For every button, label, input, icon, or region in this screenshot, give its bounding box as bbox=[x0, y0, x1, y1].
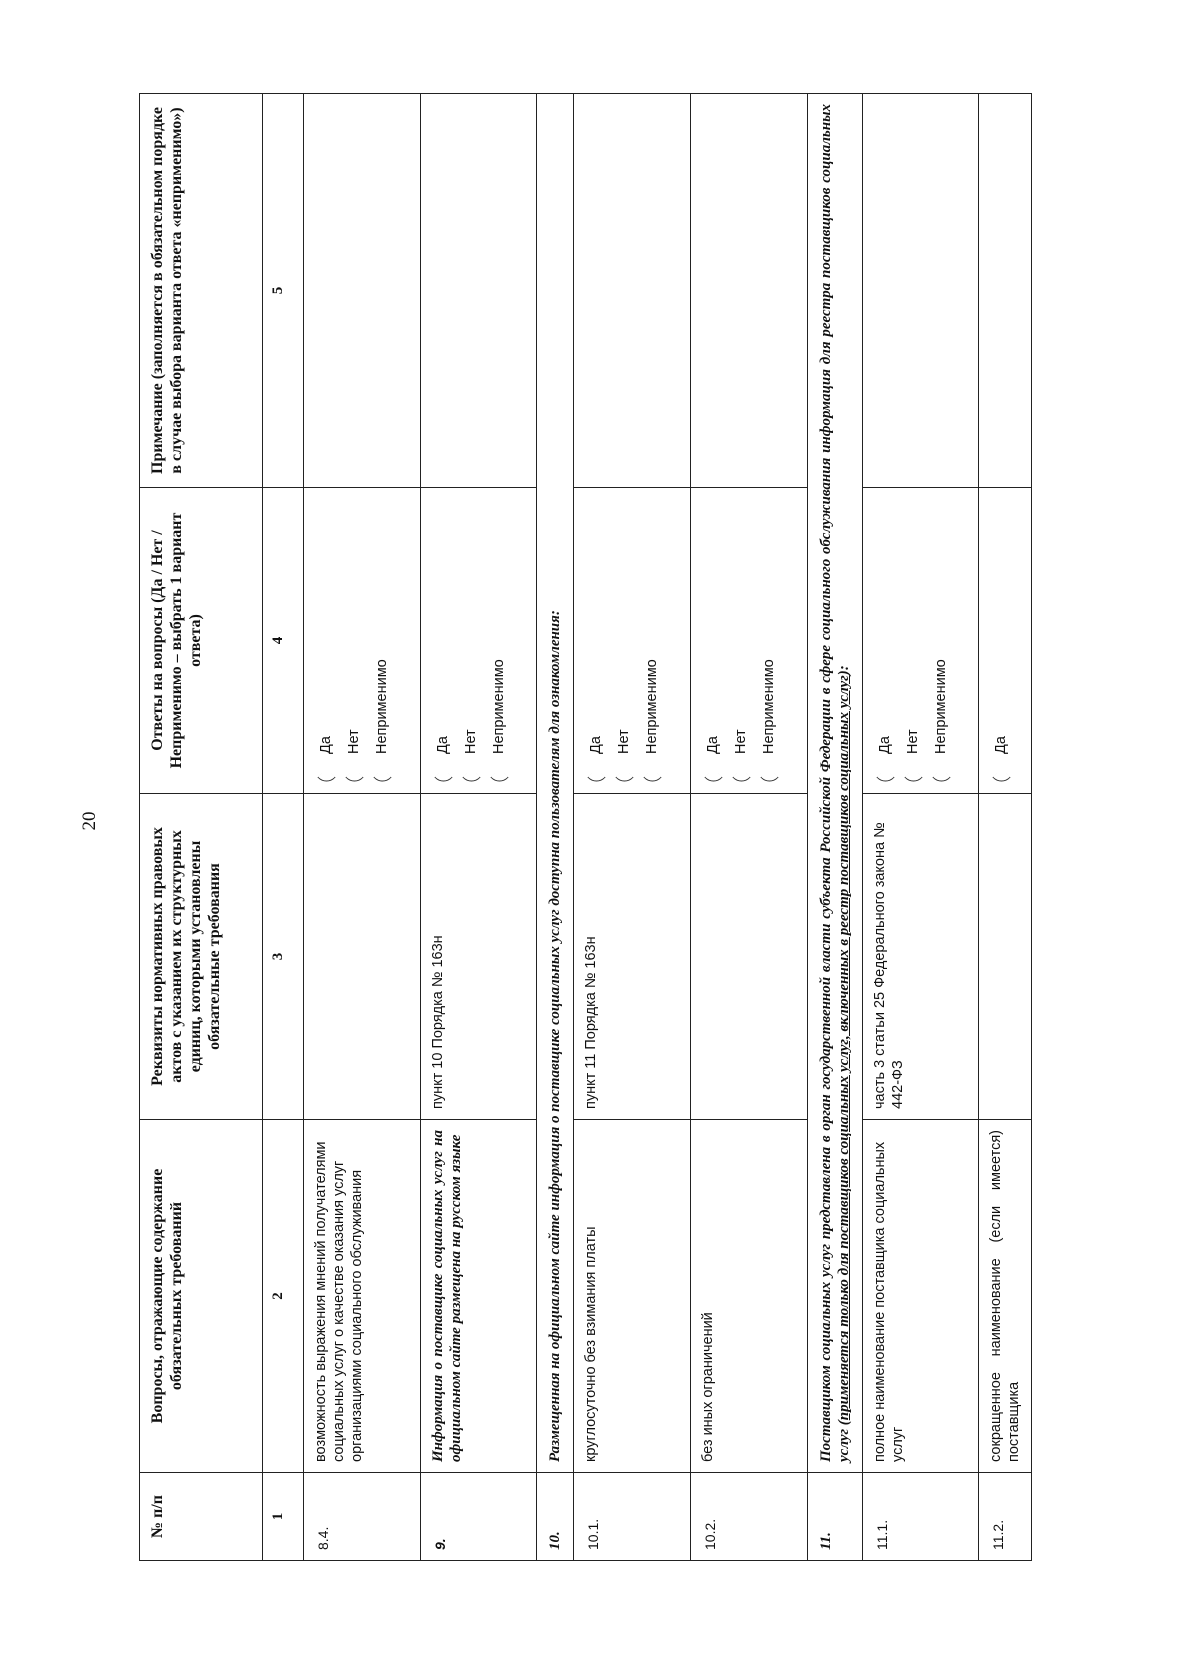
header-row bbox=[140, 94, 263, 1561]
row-note[interactable] bbox=[421, 94, 537, 488]
option-not-applicable[interactable] bbox=[368, 498, 396, 783]
option-label: Неприменимо bbox=[933, 659, 949, 754]
radio-icon[interactable] bbox=[760, 768, 778, 786]
section-text bbox=[808, 94, 863, 1473]
radio-icon[interactable] bbox=[490, 768, 508, 786]
row-question: круглосуточно без взимания платы bbox=[574, 1120, 691, 1473]
answer-options bbox=[429, 498, 513, 783]
option-yes[interactable] bbox=[987, 498, 1015, 783]
section-text-part: ): bbox=[836, 665, 852, 676]
row-note[interactable] bbox=[691, 94, 808, 488]
row-question: возможность выражения мнений получателями социальных услуг о качестве оказания услуг организациями социального обслуживания bbox=[304, 1120, 421, 1473]
option-not-applicable[interactable] bbox=[638, 498, 666, 783]
option-yes[interactable] bbox=[699, 498, 727, 783]
header-question: Вопросы, отражающие содержание обязательных требований bbox=[140, 1120, 263, 1473]
table-row bbox=[574, 94, 691, 1561]
answer-cell bbox=[863, 488, 979, 794]
page-number: 20 bbox=[79, 811, 100, 831]
section-text-part: Поставщиком социальных услуг представлена в орган государственной власти субъекта Российской Федерации в сфере социального обслуживания информация для реестра поставщиков социальных услуг ( bbox=[818, 104, 852, 1462]
col-num-5: 5 bbox=[263, 94, 304, 488]
option-no[interactable] bbox=[727, 498, 755, 783]
option-label: Неприменимо bbox=[644, 659, 660, 754]
row-number: 11.2. bbox=[979, 1473, 1032, 1561]
section-text-underlined: применяется только для поставщиков социальных услуг, включенных в реестр поставщиков социальных услуг bbox=[836, 675, 852, 1421]
radio-icon[interactable] bbox=[615, 768, 633, 786]
answer-cell bbox=[691, 488, 808, 794]
radio-icon[interactable] bbox=[992, 768, 1010, 786]
row-note[interactable] bbox=[574, 94, 691, 488]
row-question: сокращенное наименование (если имеется) поставщика bbox=[979, 1120, 1032, 1473]
option-not-applicable[interactable] bbox=[485, 498, 513, 783]
option-label: Да bbox=[318, 736, 334, 754]
header-num: № п/п bbox=[140, 1473, 263, 1561]
option-not-applicable[interactable] bbox=[927, 498, 955, 783]
row-number: 11.1. bbox=[863, 1473, 979, 1561]
option-yes[interactable] bbox=[871, 498, 899, 783]
option-label: Неприменимо bbox=[491, 659, 507, 754]
option-yes[interactable] bbox=[429, 498, 457, 783]
answer-options bbox=[871, 498, 955, 783]
option-label: Нет bbox=[905, 729, 921, 754]
row-reference bbox=[691, 794, 808, 1120]
radio-icon[interactable] bbox=[643, 768, 661, 786]
radio-icon[interactable] bbox=[704, 768, 722, 786]
requirements-table bbox=[139, 93, 1032, 1561]
option-label: Нет bbox=[346, 729, 362, 754]
radio-icon[interactable] bbox=[434, 768, 452, 786]
section-number: 10. bbox=[537, 1473, 574, 1561]
row-number: 10.2. bbox=[691, 1473, 808, 1561]
option-label: Неприменимо bbox=[374, 659, 390, 754]
option-label: Нет bbox=[616, 729, 632, 754]
option-not-applicable[interactable] bbox=[755, 498, 783, 783]
rotated-page-content bbox=[139, 94, 1151, 1561]
answer-options bbox=[699, 498, 783, 783]
option-label: Нет bbox=[733, 729, 749, 754]
radio-icon[interactable] bbox=[345, 768, 363, 786]
section-number: 11. bbox=[808, 1473, 863, 1561]
table-row bbox=[304, 94, 421, 1561]
row-question: без иных ограничений bbox=[691, 1120, 808, 1473]
option-no[interactable] bbox=[457, 498, 485, 783]
radio-icon[interactable] bbox=[373, 768, 391, 786]
option-label: Да bbox=[588, 736, 604, 754]
header-note: Примечание (заполняется в обязательном порядке в случае выбора варианта ответа «неприменимо») bbox=[140, 94, 263, 488]
option-label: Да bbox=[705, 736, 721, 754]
radio-icon[interactable] bbox=[904, 768, 922, 786]
col-num-2: 2 bbox=[263, 1120, 304, 1473]
option-no[interactable] bbox=[340, 498, 368, 783]
row-reference: пункт 11 Порядка № 163н bbox=[574, 794, 691, 1120]
row-note[interactable] bbox=[304, 94, 421, 488]
option-yes[interactable] bbox=[312, 498, 340, 783]
answer-cell bbox=[574, 488, 691, 794]
radio-icon[interactable] bbox=[587, 768, 605, 786]
section-text: Размещенная на официальном сайте информация о поставщике социальных услуг доступна пользователям для ознакомления: bbox=[537, 94, 574, 1473]
section-row bbox=[808, 94, 863, 1561]
option-no[interactable] bbox=[610, 498, 638, 783]
answer-cell bbox=[421, 488, 537, 794]
option-label: Да bbox=[435, 736, 451, 754]
answer-options bbox=[582, 498, 666, 783]
table-row bbox=[979, 94, 1032, 1561]
header-answer: Ответы на вопросы (Да / Нет / Неприменимо – выбрать 1 вариант ответа) bbox=[140, 488, 263, 794]
option-label: Да bbox=[993, 736, 1009, 754]
row-number: 10.1. bbox=[574, 1473, 691, 1561]
row-reference: часть 3 статьи 25 Федерального закона № 442-ФЗ bbox=[863, 794, 979, 1120]
option-label: Неприменимо bbox=[761, 659, 777, 754]
col-num-1: 1 bbox=[263, 1473, 304, 1561]
option-label: Да bbox=[877, 736, 893, 754]
col-num-4: 4 bbox=[263, 488, 304, 794]
row-note[interactable] bbox=[979, 94, 1032, 488]
radio-icon[interactable] bbox=[732, 768, 750, 786]
section-row bbox=[537, 94, 574, 1561]
row-question: полное наименование поставщика социальных услуг bbox=[863, 1120, 979, 1473]
radio-icon[interactable] bbox=[462, 768, 480, 786]
table-row bbox=[421, 94, 537, 1561]
answer-options bbox=[987, 498, 1015, 783]
table-row bbox=[691, 94, 808, 1561]
row-reference bbox=[979, 794, 1032, 1120]
column-numbers-row bbox=[263, 94, 304, 1561]
answer-cell bbox=[304, 488, 421, 794]
radio-icon[interactable] bbox=[317, 768, 335, 786]
option-label: Нет bbox=[463, 729, 479, 754]
row-reference bbox=[304, 794, 421, 1120]
row-question: Информация о поставщике социальных услуг на официальном сайте размещена на русском языке bbox=[421, 1120, 537, 1473]
col-num-3: 3 bbox=[263, 794, 304, 1120]
row-note[interactable] bbox=[863, 94, 979, 488]
row-reference: пункт 10 Порядка № 163н bbox=[421, 794, 537, 1120]
option-no[interactable] bbox=[899, 498, 927, 783]
radio-icon[interactable] bbox=[932, 768, 950, 786]
radio-icon[interactable] bbox=[876, 768, 894, 786]
table-row bbox=[863, 94, 979, 1561]
row-number: 9. bbox=[421, 1473, 537, 1561]
option-yes[interactable] bbox=[582, 498, 610, 783]
row-number: 8.4. bbox=[304, 1473, 421, 1561]
header-reference: Реквизиты нормативных правовых актов с указанием их структурных единиц, которыми установлены обязательные требования bbox=[140, 794, 263, 1120]
answer-cell bbox=[979, 488, 1032, 794]
answer-options bbox=[312, 498, 396, 783]
